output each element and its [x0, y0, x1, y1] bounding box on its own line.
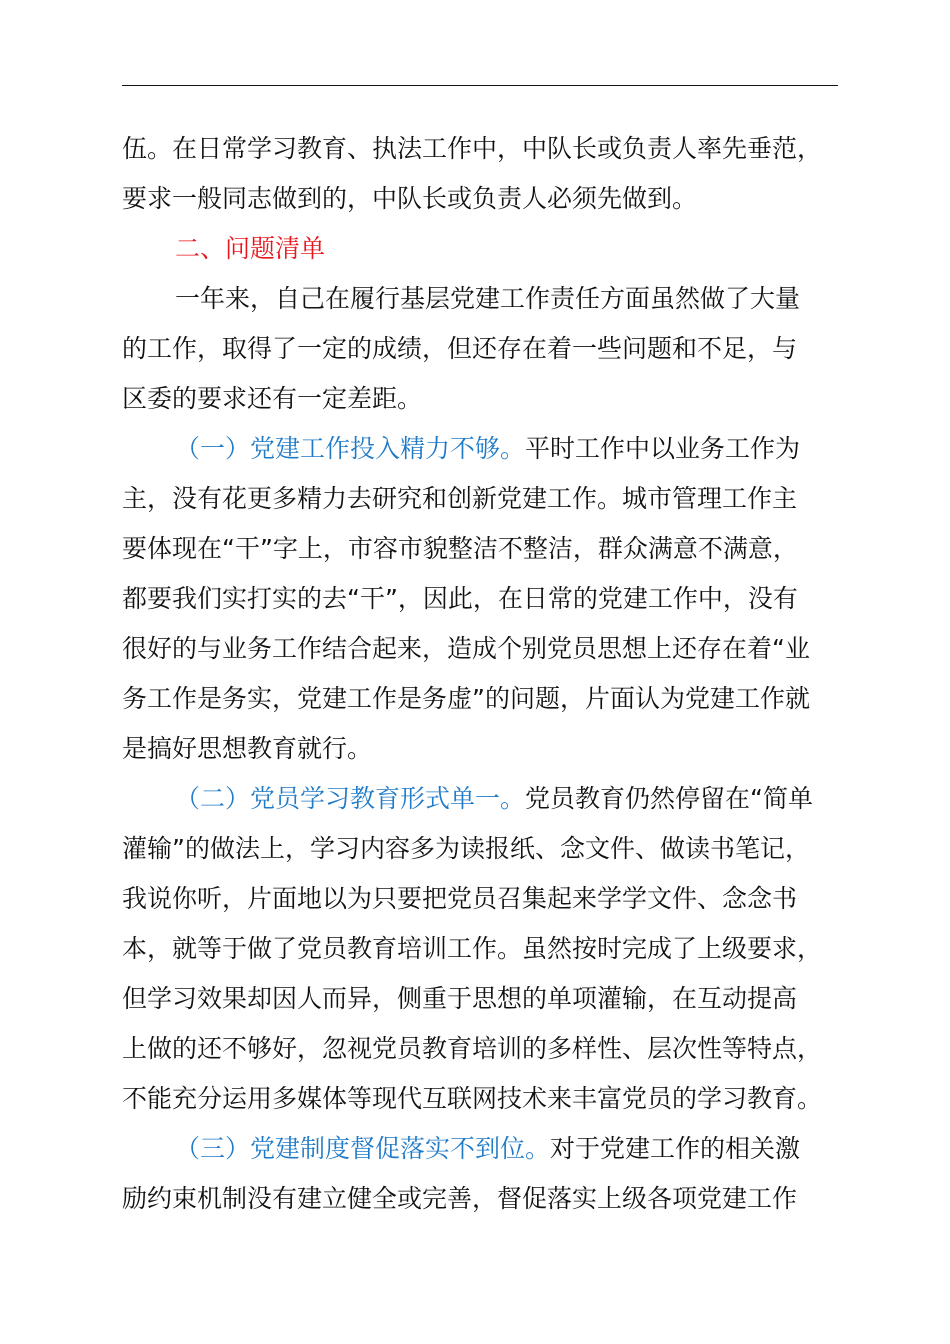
- subheading-3: （三）党建制度督促落实不到位。: [175, 1134, 551, 1163]
- text-line: 灌输”的做法上，学习内容多为读报纸、念文件、做读书笔记，: [122, 834, 810, 863]
- text-line: 务工作是务实，党建工作是务虚”的问题，片面认为党建工作就: [122, 684, 810, 713]
- subheading-1: （一）党建工作投入精力不够。: [175, 434, 526, 463]
- text-line: 是搞好思想教育就行。: [122, 734, 373, 763]
- text-line: 励约束机制没有建立健全或完善，督促落实上级各项党建工作: [122, 1184, 798, 1213]
- text-line: 我说你听，片面地以为只要把党员召集起来学学文件、念念书: [122, 884, 798, 913]
- text-segment: 对于党建工作的相关激: [550, 1134, 801, 1163]
- text-line: 上做的还不够好，忽视党员教育培训的多样性、层次性等特点，: [122, 1034, 823, 1063]
- text-line: 伍。在日常学习教育、执法工作中，中队长或负责人率先垂范，: [122, 134, 823, 163]
- paragraph-first-line: [175, 434, 800, 464]
- text-line: 很好的与业务工作结合起来，造成个别党员思想上还存在着“业: [122, 634, 810, 663]
- text-line: 区委的要求还有一定差距。: [122, 384, 423, 413]
- text-line: 主，没有花更多精力去研究和创新党建工作。城市管理工作主: [122, 484, 798, 513]
- text-segment: 党员教育仍然停留在“简单: [525, 784, 813, 813]
- section-title: 二、问题清单: [175, 234, 326, 263]
- text-line: 都要我们实打实的去“干”，因此，在日常的党建工作中，没有: [122, 584, 798, 613]
- text-line: 的工作，取得了一定的成绩，但还存在着一些问题和不足，与: [122, 334, 798, 363]
- text-segment: 平时工作中以业务工作为: [525, 434, 801, 463]
- header-rule: [122, 85, 838, 86]
- subheading-2: （二）党员学习教育形式单一。: [175, 784, 526, 813]
- text-line: 要体现在“干”字上，市容市貌整洁不整洁，群众满意不满意，: [122, 534, 798, 563]
- text-line: 不能充分运用多媒体等现代互联网技术来丰富党员的学习教育。: [122, 1084, 823, 1113]
- paragraph-first-line: [175, 784, 813, 814]
- text-line: 本，就等于做了党员教育培训工作。虽然按时完成了上级要求，: [122, 934, 823, 963]
- text-line: 要求一般同志做到的，中队长或负责人必须先做到。: [122, 184, 698, 213]
- paragraph-first-line: [175, 1134, 800, 1164]
- text-line: 一年来，自己在履行基层党建工作责任方面虽然做了大量: [175, 284, 801, 313]
- text-line: 但学习效果却因人而异，侧重于思想的单项灌输，在互动提高: [122, 984, 798, 1013]
